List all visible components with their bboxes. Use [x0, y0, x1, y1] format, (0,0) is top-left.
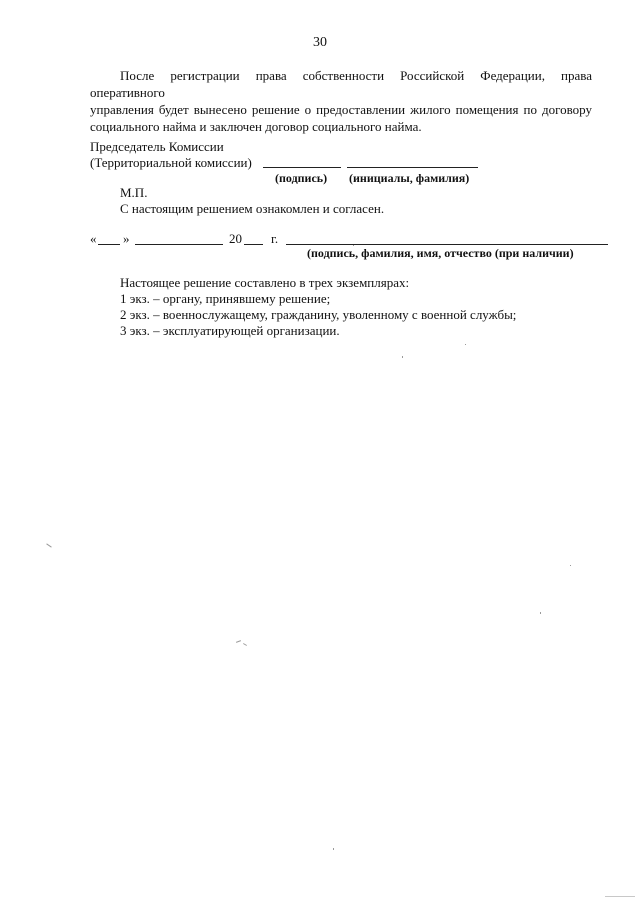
scan-speck [402, 356, 403, 358]
scan-speck [570, 565, 571, 566]
year-line [244, 244, 263, 245]
year-suffix: г. [271, 231, 279, 246]
initials-line [347, 167, 478, 168]
scan-speck [46, 543, 51, 547]
scan-speck [236, 640, 241, 643]
chairman-title: Председатель Комиссии [90, 139, 224, 154]
paragraph-line: социального найма и заключен договор социального найма. [90, 119, 422, 134]
day-line [98, 244, 120, 245]
initials-caption: (инициалы, фамилия) [349, 171, 470, 185]
date-open-quote: « [90, 231, 97, 246]
copies-item: 2 экз. – военнослужащему, гражданину, уволенному с военной службы; [120, 307, 517, 322]
paragraph-line: управления будет вынесено решение о предоставлении жилого помещения по договору [90, 102, 592, 117]
registration-paragraph [90, 67, 592, 135]
date-close-quote: » [123, 231, 130, 246]
page-number: 30 [313, 35, 327, 50]
copies-intro: Настоящее решение составлено в трех экземплярах: [120, 275, 410, 290]
copies-item: 3 экз. – эксплуатирующей организации. [120, 323, 340, 338]
scan-speck [333, 848, 334, 850]
signature-caption: (подпись) [275, 171, 328, 185]
month-line [135, 244, 223, 245]
signee-line [286, 244, 608, 245]
year-prefix: 20 [229, 231, 242, 246]
scan-speck [353, 245, 354, 246]
signature-line [263, 167, 341, 168]
chairman-commission: (Территориальной комиссии) [90, 155, 252, 170]
scan-speck [465, 344, 466, 345]
paragraph-line: После регистрации права собственности Российской Федерации, права оперативного [90, 68, 592, 100]
stamp-label: М.П. [120, 185, 148, 200]
copies-item: 1 экз. – органу, принявшему решение; [120, 291, 331, 306]
scan-speck [540, 612, 541, 614]
acknowledgement-text: С настоящим решением ознакомлен и согласен. [120, 201, 385, 216]
scan-speck [243, 643, 247, 646]
signee-caption: (подпись, фамилия, имя, отчество (при наличии) [307, 246, 574, 260]
scan-edge [605, 896, 635, 897]
